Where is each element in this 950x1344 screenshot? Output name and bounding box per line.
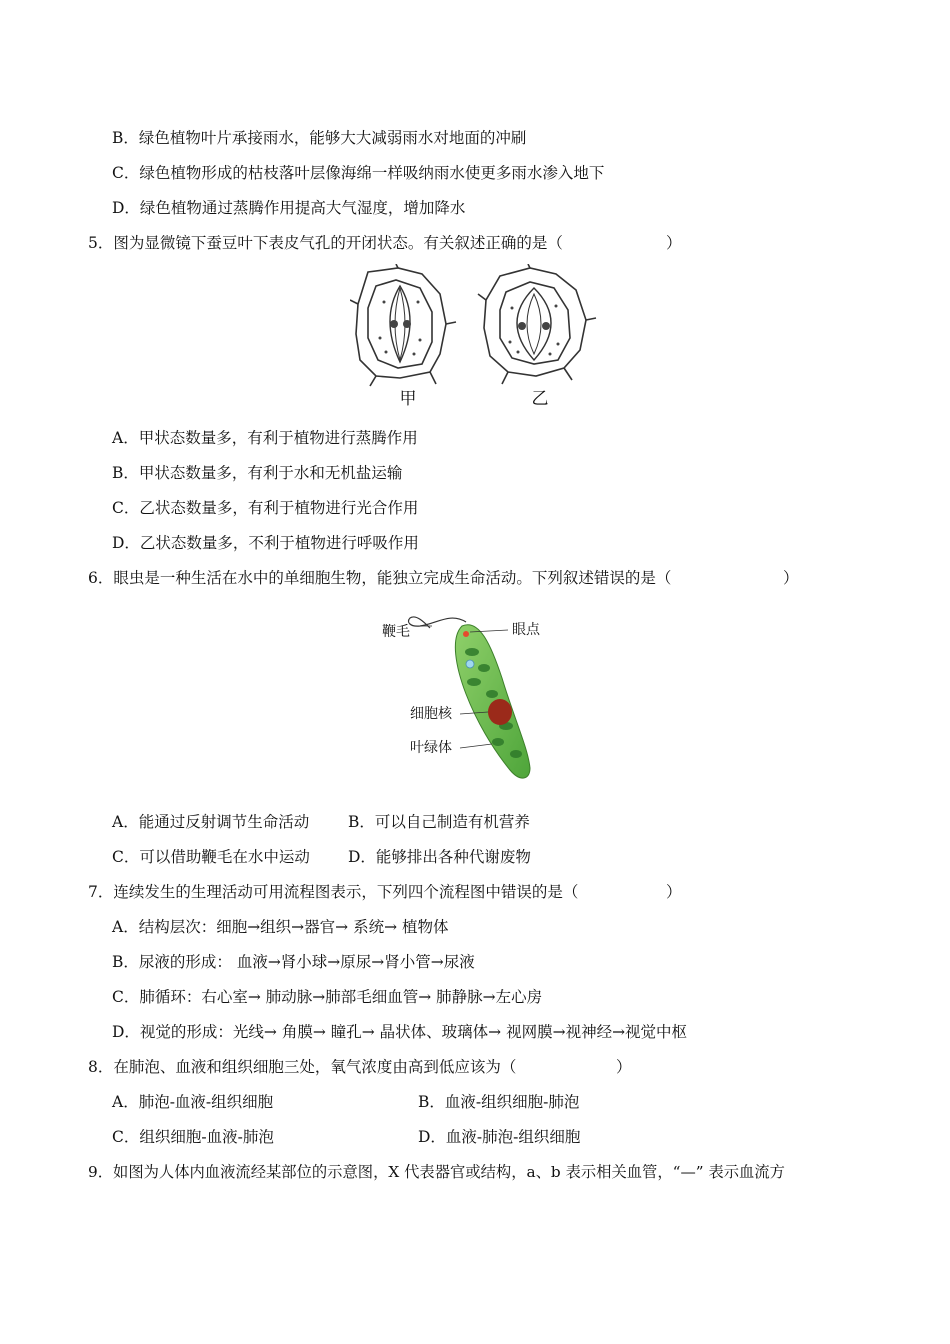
q6-option-a: A．能通过反射调节生命活动	[112, 813, 310, 831]
q6-close-paren: ）	[783, 569, 799, 587]
euglena-figure	[380, 608, 580, 788]
q6-option-d: D．能够排出各种代谢废物	[348, 848, 531, 866]
q6-stem: 6．眼虫是一种生活在水中的单细胞生物，能独立完成生命活动。下列叙述错误的是（	[88, 569, 672, 587]
q8-stem: 8．在肺泡、血液和组织细胞三处，氧气浓度由高到低应该为（	[88, 1058, 517, 1076]
label-chloroplast: 叶绿体	[410, 740, 452, 756]
label-eyespot: 眼点	[512, 622, 540, 638]
q4-option-c: C．绿色植物形成的枯枝落叶层像海绵一样吸纳雨水使更多雨水渗入地下	[112, 164, 605, 182]
q7-close-paren: ）	[666, 883, 682, 901]
label-flagellum: 鞭毛	[382, 624, 410, 640]
q6-option-c: C．可以借助鞭毛在水中运动	[112, 848, 310, 866]
label-yi: 乙	[531, 389, 549, 409]
q8-close-paren: ）	[616, 1058, 632, 1076]
q7-option-d: D．视觉的形成：光线→ 角膜→ 瞳孔→ 晶状体、玻璃体→ 视网膜→视神经→视觉中枢	[112, 1023, 688, 1041]
nucleus-shape	[488, 699, 512, 725]
q9-stem: 9．如图为人体内血液流经某部位的示意图，X 代表器官或结构，a、b 表示相关血管，“—” 表示血流方	[88, 1163, 785, 1181]
q5-option-b: B．甲状态数量多，有利于水和无机盐运输	[112, 464, 403, 482]
q7-option-a: A．结构层次：细胞→组织→器官→ 系统→ 植物体	[112, 918, 449, 936]
q4-option-d: D．绿色植物通过蒸腾作用提高大气湿度，增加降水	[112, 199, 466, 217]
eyespot-dot	[463, 631, 469, 637]
q8-option-a: A．肺泡-血液-组织细胞	[112, 1093, 274, 1111]
q5-option-c: C．乙状态数量多，有利于植物进行光合作用	[112, 499, 419, 517]
q5-option-d: D．乙状态数量多，不利于植物进行呼吸作用	[112, 534, 419, 552]
q5-option-a: A．甲状态数量多，有利于植物进行蒸腾作用	[112, 429, 418, 447]
q7-stem: 7．连续发生的生理活动可用流程图表示，下列四个流程图中错误的是（	[88, 883, 579, 901]
q6-option-b: B．可以自己制造有机营养	[348, 813, 530, 831]
q8-option-b: B．血液-组织细胞-肺泡	[418, 1093, 580, 1111]
flagellum-shape	[408, 617, 466, 628]
q8-option-d: D．血液-肺泡-组织细胞	[418, 1128, 581, 1146]
stoma-closed-diagram	[350, 264, 456, 386]
q5-close-paren: ）	[666, 234, 682, 252]
q5-stem: 5．图为显微镜下蚕豆叶下表皮气孔的开闭状态。有关叙述正确的是（	[88, 234, 563, 252]
q4-option-b: B．绿色植物叶片承接雨水，能够大大减弱雨水对地面的冲刷	[112, 129, 527, 147]
label-nucleus: 细胞核	[410, 706, 452, 722]
label-jia: 甲	[399, 389, 417, 409]
stoma-open-diagram	[478, 264, 596, 384]
q8-option-c: C．组织细胞-血液-肺泡	[112, 1128, 274, 1146]
q7-option-b: B．尿液的形成： 血液→肾小球→原尿→肾小管→尿液	[112, 953, 475, 971]
q7-option-c: C．肺循环：右心室→ 肺动脉→肺部毛细血管→ 肺静脉→左心房	[112, 988, 543, 1006]
stomata-figure	[350, 264, 600, 414]
